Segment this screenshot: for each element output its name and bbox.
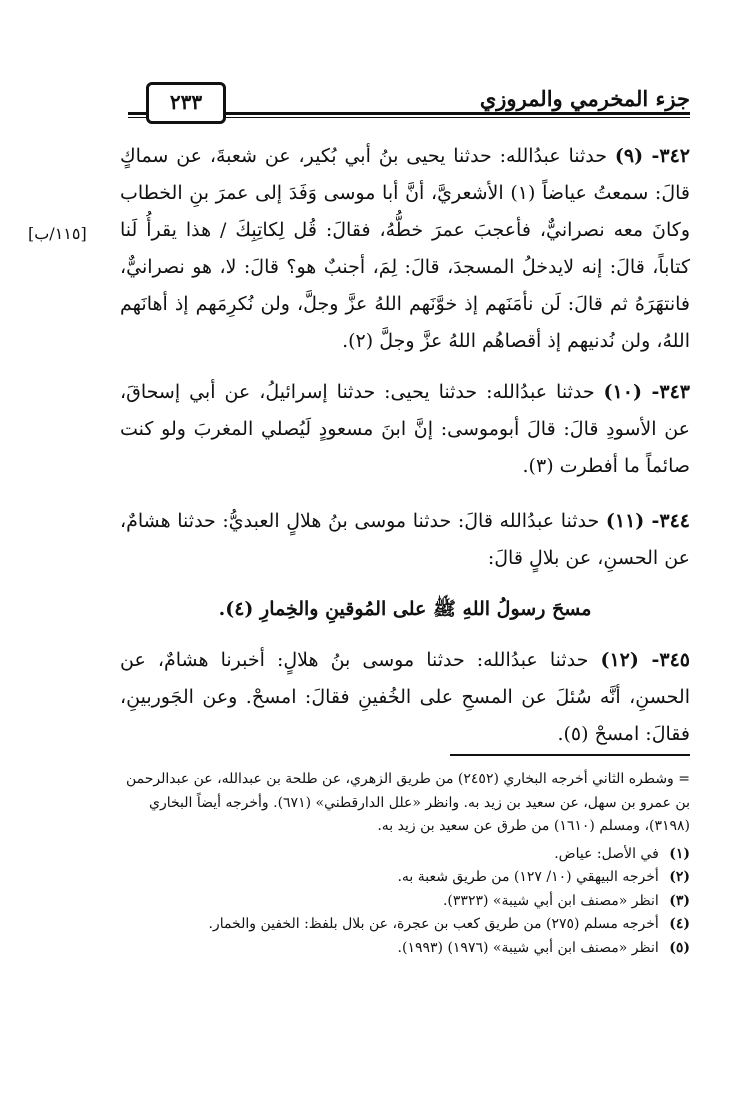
hadith-text: حدثنا عبدُالله: حدثنا يحيى: حدثنا إسرائيلُ، عن أبي إسحاقَ، عن الأسودِ قالَ: قالَ أبوموسى: إنَّ ابنَ مسعودٍ لَيُصلي المغربَ ولو كنت صائماً ما أفطرت (٣).: [120, 381, 690, 477]
running-title: جزء المخرمي والمروزي: [479, 86, 690, 111]
footnote: [110, 866, 690, 890]
hadith-text: حدثنا عبدُالله: حدثنا يحيى بنُ أبي بُكير، عن شعبةَ، عن سماكٍ قالَ: سمعتُ عياضاً (١) الأشعريَّ، أنَّ أبا موسى وَفَدَ إلى عمرَ بنِ الخطاب وكانَ معه نصرانيٌّ، فأعجبَ عمرَ خطُّهُ، فقالَ: قُل لِكاتِبِكَ / هذا يقرأُ لَنا كتاباً، قالَ: إنه لايدخلُ المسجدَ، قالَ: لِمَ، أجنبٌ هو؟ قالَ: لا، هو نصرانيٌّ، فانتهَرَهُ ثم قالَ: لَن نأمَنَهم إذ خوَّنَهم اللهُ عزَّ وجلَّ، ولن نُكرِمَهم إذ أهانَهم اللهُ، ولن نُدنيهم إذ أقصاهُم اللهُ عزَّ وجلَّ (٢).: [120, 145, 690, 352]
footnote-text: في الأصل: عياض.: [554, 845, 659, 862]
hadith-paragraph: [120, 642, 690, 753]
hadith-number: ٣٤٥- (١٢): [600, 649, 690, 671]
footnote-text: انظر «مصنف ابن أبي شيبة» (١٩٧٦) (١٩٩٣).: [397, 939, 659, 956]
hadith-number: ٣٤٤- (١١): [605, 510, 690, 532]
footnote: [110, 937, 690, 961]
footnote-text: أخرجه مسلم (٢٧٥) من طريق كعب بن عجرة، عن بلال بلفظ: الخفين والخمار.: [208, 916, 659, 932]
footnotes: [110, 768, 690, 960]
hadith-text: حدثنا عبدُالله: حدثنا موسى بنُ هلالٍ: أخبرنا هشامٌ، عن الحسنِ، أنَّه سُئلَ عن المسحِ على الخُفينِ فقالَ: امسحْ. وعن الجَوربينِ، فقالَ: امسحْ (٥).: [120, 649, 690, 745]
hadith-paragraph: [120, 138, 690, 360]
footnote-number: (٣): [669, 892, 690, 909]
hadith-text: حدثنا عبدُالله قالَ: حدثنا موسى بنُ هلالٍ العبديُّ: حدثنا هشامٌ، عن الحسنِ، عن بلالٍ قالَ:: [120, 510, 690, 569]
footnote-continuation: = وشطره الثاني أخرجه البخاري (٢٤٥٢) من طريق الزهري، عن طلحة بن عبدالله، عن عبدالرحمن بن عمرو بن سهل، عن سعيد بن زيد به. وانظر «علل الدارقطني» (٦٧١). وأخرجه أيضاً البخاري (٣١٩٨)، ومسلم (١٦١٠) من طرق عن سعيد بن زيد به.: [125, 771, 690, 834]
hadith-number: ٣٤٣- (١٠): [603, 381, 690, 403]
page-number: ٢٣٣: [146, 82, 226, 124]
hadith-paragraph: [120, 503, 690, 577]
footnote: [110, 890, 690, 914]
hadith-number: ٣٤٢- (٩): [614, 145, 690, 167]
footnote: [110, 843, 690, 867]
footnote: [110, 913, 690, 937]
hadith-matn: [120, 591, 690, 628]
hadith-paragraph: [120, 374, 690, 485]
footnote-text: انظر «مصنف ابن أبي شيبة» (٣٣٢٣).: [442, 892, 659, 909]
footnote-number: (١): [669, 845, 690, 862]
footnote-text: أخرجه البيهقي (١٠/ ١٢٧) من طريق شعبة به.: [397, 869, 659, 885]
hadith-text: مسحَ رسولُ اللهِ ﷺ على المُوقينِ والخِمارِ (٤).: [218, 598, 592, 620]
main-text: [120, 138, 690, 767]
footnote-number: (٥): [669, 939, 690, 956]
footnote-number: (٤): [669, 916, 690, 932]
manuscript-folio-note: [١١٥/ب]: [28, 224, 87, 243]
footnote-number: (٢): [669, 869, 690, 885]
footnote-separator: [450, 754, 690, 756]
page-header: [128, 82, 690, 122]
